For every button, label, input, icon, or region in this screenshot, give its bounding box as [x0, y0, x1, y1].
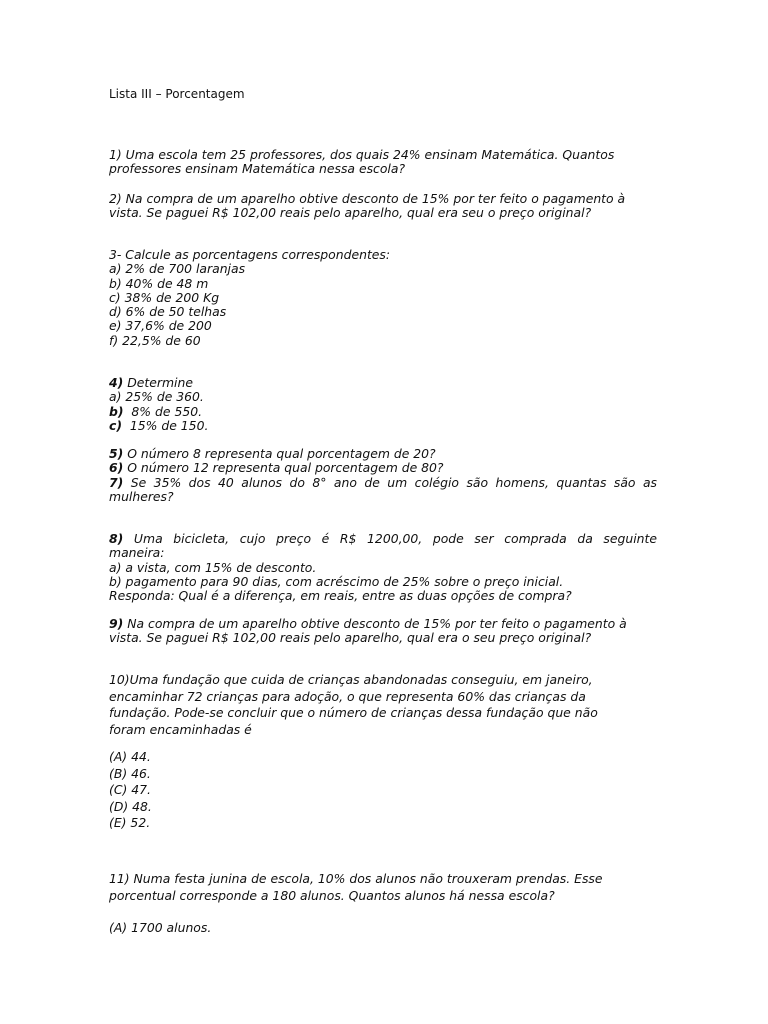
page-title: Lista III – Porcentagem — [109, 87, 245, 101]
question-7-text: Se 35% dos 40 alunos do 8° ano de um colégio são homens, quantas são as — [123, 474, 657, 490]
question-4-number: 4) — [109, 375, 124, 390]
question-11-line-1: 11) Numa festa junina de escola, 10% dos alunos não trouxeram prendas. Esse — [109, 871, 603, 886]
question-9 — [109, 617, 657, 646]
question-10-option-e: (E) 52. — [109, 815, 151, 830]
question-5-number: 5) — [109, 446, 124, 461]
question-3-heading: 3- Calcule as porcentagens correspondentes: — [109, 247, 391, 262]
question-10-option-a: (A) 44. — [109, 749, 151, 764]
question-1-line-2: professores ensinam Matemática nessa escola? — [109, 161, 406, 177]
question-6-number: 6) — [109, 460, 124, 476]
question-9-line-1 — [109, 617, 657, 631]
question-4-item-c-label: c) — [109, 417, 123, 433]
question-3-item-a: a) 2% de 700 laranjas — [109, 261, 246, 277]
question-11 — [109, 871, 657, 904]
question-7-line-2: mulheres? — [109, 488, 174, 504]
question-4-item-c — [109, 419, 657, 433]
question-4-item-b — [109, 405, 657, 419]
question-2-line-2: vista. Se paguei R$ 102,00 reais pelo aparelho, qual era seu o preço original? — [109, 205, 592, 221]
question-3-item-f: f) 22,5% de 60 — [109, 332, 201, 348]
question-2-line-1: 2) Na compra de um aparelho obtive desconto de 15% por ter feito o pagamento à — [109, 191, 626, 206]
question-4-item-b-text: 8% de 550. — [123, 403, 203, 419]
question-8-number: 8) — [109, 531, 124, 546]
question-5 — [109, 447, 657, 461]
question-11-line-2: porcentual corresponde a 180 alunos. Quantos alunos há nessa escola? — [109, 887, 555, 903]
question-8-option-a: a) a vista, com 15% de desconto. — [109, 559, 317, 575]
question-3-item-b: b) 40% de 48 m — [109, 275, 209, 291]
question-9-text: Na compra de um aparelho obtive desconto de 15% por ter feito o pagamento à — [123, 616, 627, 631]
question-8-option-b: b) pagamento para 90 dias, com acréscimo de 25% sobre o preço inicial. — [109, 573, 564, 589]
question-4 — [109, 376, 657, 433]
question-9-line-2: vista. Se paguei R$ 102,00 reais pelo aparelho, qual era o seu preço original? — [109, 630, 592, 646]
question-3-item-c: c) 38% de 200 Kg — [109, 289, 220, 305]
question-4-item-b-label: b) — [109, 403, 124, 419]
question-8-line-2: maneira: — [109, 545, 165, 561]
question-4-heading — [109, 376, 657, 390]
question-7-number: 7) — [109, 474, 124, 490]
question-6-text: O número 12 representa qual porcentagem de 80? — [123, 460, 444, 476]
question-6 — [109, 461, 657, 475]
question-10-line-4: foram encaminhadas é — [109, 721, 252, 737]
question-1 — [109, 148, 657, 177]
questions-5-7 — [109, 447, 657, 504]
question-4-text: Determine — [123, 375, 193, 390]
question-11-options — [109, 920, 657, 937]
question-10-line-2: encaminhar 72 crianças para adoção, o que representa 60% das crianças da — [109, 688, 586, 704]
question-3 — [109, 248, 657, 348]
question-10-options — [109, 749, 657, 832]
question-8 — [109, 532, 657, 603]
question-5-text: O número 8 representa qual porcentagem de 20? — [123, 446, 436, 461]
question-10-option-c: (C) 47. — [109, 782, 151, 797]
question-10-line-1: 10)Uma fundação que cuida de crianças abandonadas conseguiu, em janeiro, — [109, 672, 593, 687]
question-3-item-e: e) 37,6% de 200 — [109, 318, 212, 334]
question-8-text: Uma bicicleta, cujo preço é R$ 1200,00, pode ser comprada da seguinte — [123, 531, 657, 546]
question-1-line-1: 1) Uma escola tem 25 professores, dos quais 24% ensinam Matemática. Quantos — [109, 147, 615, 162]
question-8-line-1 — [109, 532, 657, 546]
question-4-item-a: a) 25% de 360. — [109, 389, 204, 405]
question-10-option-d: (D) 48. — [109, 798, 152, 814]
question-3-item-d: d) 6% de 50 telhas — [109, 304, 227, 320]
question-10-option-b: (B) 46. — [109, 765, 151, 781]
question-9-number: 9) — [109, 616, 124, 631]
question-8-ask: Responda: Qual é a diferença, em reais, entre as duas opções de compra? — [109, 588, 572, 604]
question-4-item-c-text: 15% de 150. — [122, 417, 209, 433]
question-11-option-a: (A) 1700 alunos. — [109, 920, 212, 935]
question-10 — [109, 672, 657, 738]
question-2 — [109, 192, 657, 221]
question-10-line-3: fundação. Pode-se concluir que o número de crianças dessa fundação que não — [109, 705, 598, 720]
question-7-line-1 — [109, 476, 657, 490]
